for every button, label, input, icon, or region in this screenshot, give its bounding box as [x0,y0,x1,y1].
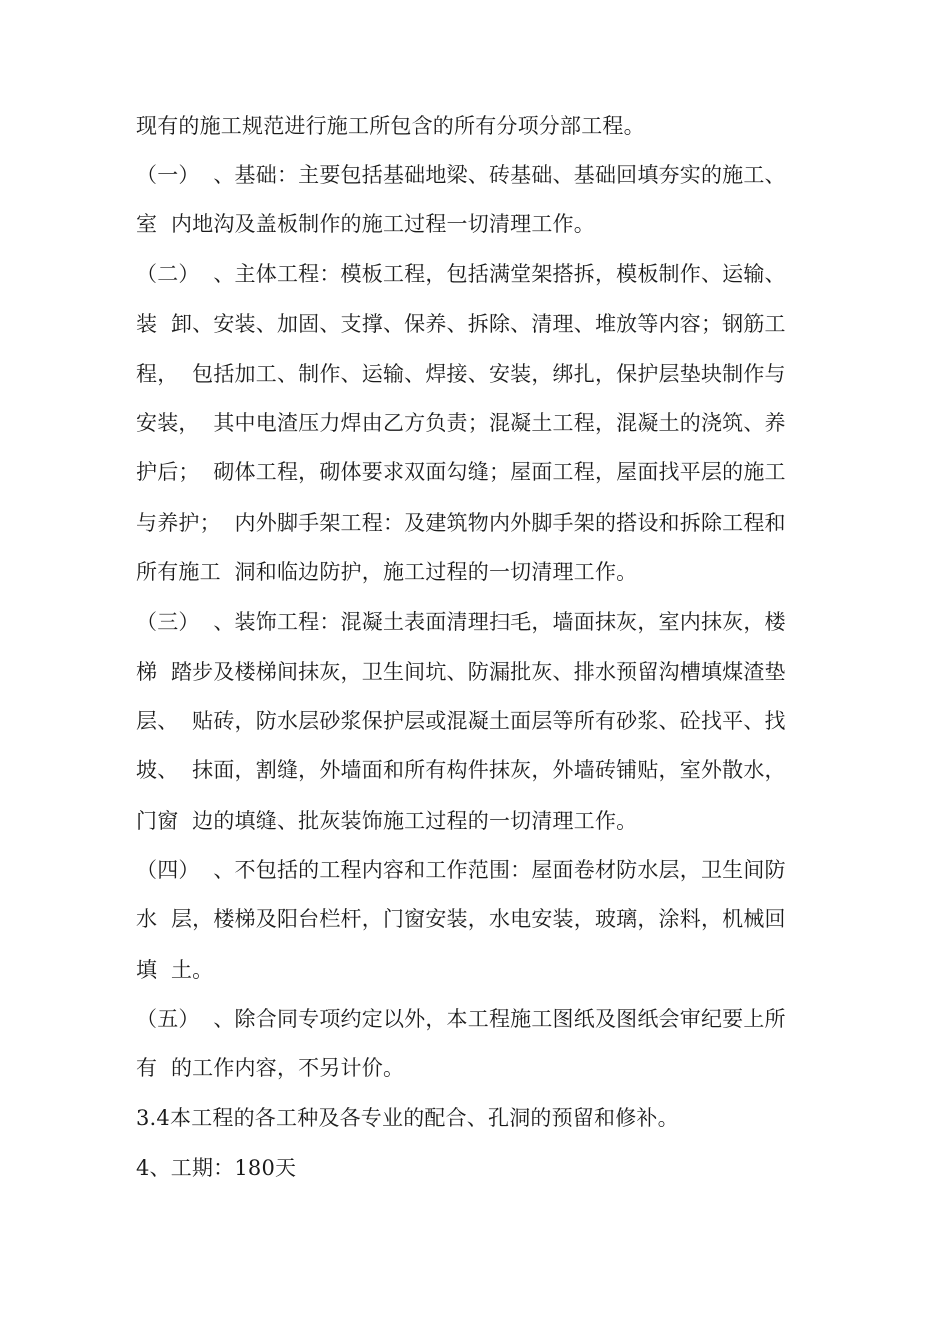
text-line: 4、工期：180天 [136,1156,297,1180]
text-line: 坡、 抹面，割缝，外墙面和所有构件抹灰，外墙砖铺贴，室外散水， [136,758,786,782]
text-line: 装 卸、安装、加固、支撑、保养、拆除、清理、堆放等内容；钢筋工 [136,312,786,336]
text-line: 护后； 砌体工程，砌体要求双面勾缝；屋面工程，屋面找平层的施工 [136,460,786,484]
text-line: （一） 、基础：主要包括基础地梁、砖基础、基础回填夯实的施工、 [136,163,786,187]
text-line: 填 土。 [136,958,214,982]
text-line: 水 层，楼梯及阳台栏杆，门窗安装，水电安装，玻璃，涂料，机械回 [136,907,786,931]
text-line: 所有施工 洞和临边防护，施工过程的一切清理工作。 [136,560,638,584]
text-line: （五） 、除合同专项约定以外，本工程施工图纸及图纸会审纪要上所 [136,1007,786,1031]
text-line: （三） 、装饰工程：混凝土表面清理扫毛，墙面抹灰，室内抹灰，楼 [136,610,786,634]
text-line: 有 的工作内容，不另计价。 [136,1056,405,1080]
text-line: 室 内地沟及盖板制作的施工过程一切清理工作。 [136,212,595,236]
text-line: 程， 包括加工、制作、运输、焊接、安装，绑扎，保护层垫块制作与 [136,362,786,386]
text-line: （四） 、不包括的工程内容和工作范围：屋面卷材防水层，卫生间防 [136,858,786,882]
text-line: 门窗 边的填缝、批灰装饰施工过程的一切清理工作。 [136,809,638,833]
text-line: 与养护； 内外脚手架工程：及建筑物内外脚手架的搭设和拆除工程和 [136,511,786,535]
text-line: 现有的施工规范进行施工所包含的所有分项分部工程。 [136,114,645,138]
text-line: 梯 踏步及楼梯间抹灰，卫生间坑、防漏批灰、排水预留沟槽填煤渣垫 [136,660,786,684]
text-line: （二） 、主体工程：模板工程，包括满堂架搭拆，模板制作、运输、 [136,262,786,286]
text-line: 3.4本工程的各工种及各专业的配合、孔洞的预留和修补。 [136,1106,679,1130]
text-line: 安装， 其中电渣压力焊由乙方负责；混凝土工程，混凝土的浇筑、养 [136,411,786,435]
text-line: 层、 贴砖，防水层砂浆保护层或混凝土面层等所有砂浆、砼找平、找 [136,709,786,733]
